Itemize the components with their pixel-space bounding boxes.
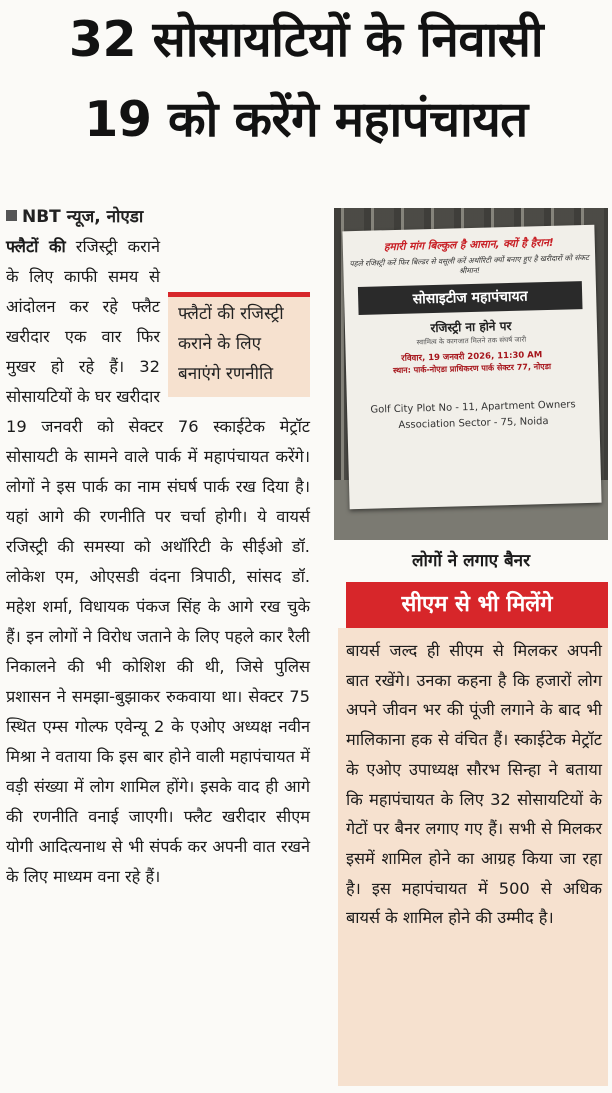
sidebar-text bbox=[346, 636, 602, 933]
banner-small-text: स्वामित्व के कागजात मिलने तक संघर्ष जारी bbox=[416, 335, 527, 347]
banner-photo bbox=[334, 208, 608, 540]
photo-caption: लोगों ने लगाए बैनर bbox=[411, 551, 531, 571]
banner-organization: Golf City Plot No - 11, Apartment Owners Association Sector - 75, Noida bbox=[370, 399, 576, 431]
sidebar-title: सीएम से भी मिलेंगे bbox=[346, 582, 608, 628]
protest-banner bbox=[342, 225, 601, 510]
article-body bbox=[6, 232, 310, 892]
banner-title: सोसाइटीज महापंचायत bbox=[358, 281, 583, 315]
banner-date: रविवार, 19 जनवरी 2026, 11:30 AM bbox=[401, 350, 543, 364]
headline-line-2: 19 को करेंगे महापंचायत bbox=[84, 91, 528, 148]
byline-text: NBT न्यूज, नोएडा bbox=[22, 207, 144, 227]
article-text: रजिस्ट्री कराने के लिए काफी समय से आंदोलन कर रहे फ्लैट खरीदार एक वार फिर मुखर हो रहे हैं। 32 सोसायटियों के घर खरीदार 19 जनवरी को सेक्टर 76 स्काईटेक मेट्रॉट सोसायटी के सामने वाले पार्क में महापंचायत करेंगे। लोगों ने इस पार्क का नाम संघर्ष पार्क रख दिया है। यहां आगे की रणनीति पर चर्चा होगी। ये वायर्स रजिस्ट्री की समस्या को अथॉरिटी के सीईओ डॉ. लोकेश एम, ओएसडी वंदना त्रिपाठी, सांसद डॉ. महेश शर्मा, विधायक पंकज सिंह के आगे रख चुके हैं। इन लोगों ने विरोध जताने के लिए पहले कार रैली निकालने की भी कोशिश की थी, जिसे पुलिस प्रशासन ने समझा-बुझाकर रुकवाया था। सेक्टर 75 स्थित एम्स गोल्फ एवेन्यू 2 के एओए अध्यक्ष नवीन मिश्रा ने वताया कि इस बार होने वाली महापंचायत में वड़ी संख्या में लोग शामिल होंगे। इसके वाद ही आगे की रणनीति वनाई जाएगी। फ्लैट खरीदार सीएम योगी आदित्यनाथ से भी संपर्क कर अपनी वात रखने के लिए माध्यम वना रहे हैं। bbox=[6, 237, 310, 886]
sidebar-paragraph: बायर्स जल्द ही सीएम से मिलकर अपनी बात रखेंगे। उनका कहना है कि हजारों लोग अपने जीवन भर की पूंजी लगाने के बाद भी मालिकाना हक से वंचित हैं। स्काईटेक मेट्रॉट के एओए उपाध्यक्ष सौरभ सिन्हा ने बताया कि महापंचायत के लिए 32 सोसायटियों के गेटों पर बैनर लगाए गए हैं। सभी से मिलकर इसमें शामिल होने का आग्रह किया जा रहा है। इस महापंचायत में 500 से अधिक बायर्स के शामिल होने की उम्मीद है। bbox=[346, 641, 602, 928]
byline bbox=[6, 204, 143, 227]
banner-subtext: पहले रजिस्ट्री करें फिर बिल्डर से वसूली करें अथॉरिटी क्यों बनाए हुए है खरीदारों को संकट श्रीमान! bbox=[349, 252, 590, 276]
banner-venue: स्थान: पार्क-नोएडा प्राधिकरण पार्क सेक्टर 77, नोएडा bbox=[392, 361, 552, 376]
banner-subtitle: रजिस्ट्री ना होने पर bbox=[430, 318, 512, 336]
byline-square-icon bbox=[6, 210, 17, 221]
pullquote: फ्लैटों की रजिस्ट्री कराने के लिए बनाएंगे रणनीति bbox=[168, 292, 310, 397]
banner-slogan: हमारी मांग बिल्कुल है आसान, क्यों है हैरान! bbox=[383, 236, 554, 254]
article-lead: फ्लैटों की bbox=[6, 237, 66, 256]
headline bbox=[0, 0, 612, 160]
headline-line-1: 32 सोसायटियों के निवासी bbox=[68, 11, 544, 68]
